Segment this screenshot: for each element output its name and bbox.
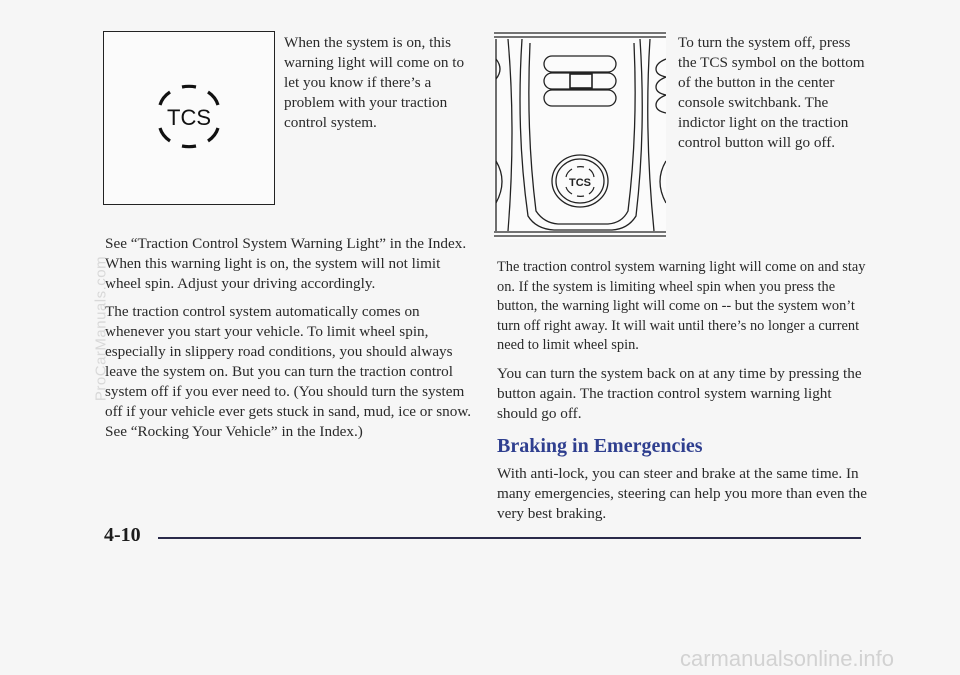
section-heading: Braking in Emergencies	[497, 434, 703, 457]
switchbank-illustration	[494, 31, 666, 239]
column1-main-text	[105, 234, 477, 442]
tcs-warning-light-figure	[103, 31, 275, 205]
watermark-left-text: ProCarManuals.com	[92, 255, 110, 402]
watermark-left	[86, 170, 110, 500]
page-number: 4-10	[104, 524, 141, 546]
column1-paragraph2: The traction control system automatically comes on whenever you start your vehicle. To limit wheel spin, especially in slippery road conditions, you should always leave the system on. But you can turn the traction control system off if you ever need to. (You should turn the system off if your vehicle ever gets stuck in sand, mud, ice or snow. See “Rocking Your Vehicle” in the Index.)	[105, 303, 472, 440]
column2-main-text	[497, 258, 869, 524]
column2-side-text	[678, 33, 870, 153]
watermark-bottom: carmanualsonline.info	[680, 646, 895, 671]
turn-off-instructions: To turn the system off, press the TCS symbol on the bottom of the button in the center console switchbank. The indictor light on the traction control button will go off.	[678, 34, 865, 151]
footer-rule	[158, 537, 861, 539]
column2-paragraph2: You can turn the system back on at any time by pressing the button again. The traction control system warning light should go off.	[497, 364, 862, 422]
column2-paragraph1: The traction control system warning light will come on and stay on. If the system is limiting wheel spin when you press the button, the warning light will come on -- but the system won’t turn off right away. It will wait until there’s no longer a current need to limit wheel spin.	[497, 259, 866, 353]
column1-paragraph1: See “Traction Control System Warning Light” in the Index. When this warning light is on, the system will not limit wheel spin. Adjust your driving accordingly.	[105, 235, 467, 292]
column2-paragraph3: With anti-lock, you can steer and brake at the same time. In many emergencies, steering can help you more than even the very best braking.	[497, 464, 867, 522]
tcs-light-description: When the system is on, this warning light will come on to let you know if there’s a problem with your traction control system.	[284, 34, 465, 131]
tcs-button-label: TCS	[569, 177, 591, 189]
tcs-icon-label: TCS	[167, 105, 211, 130]
tcs-warning-icon	[104, 32, 274, 204]
console-switchbank-figure	[494, 31, 666, 239]
column1-side-text	[284, 33, 472, 133]
